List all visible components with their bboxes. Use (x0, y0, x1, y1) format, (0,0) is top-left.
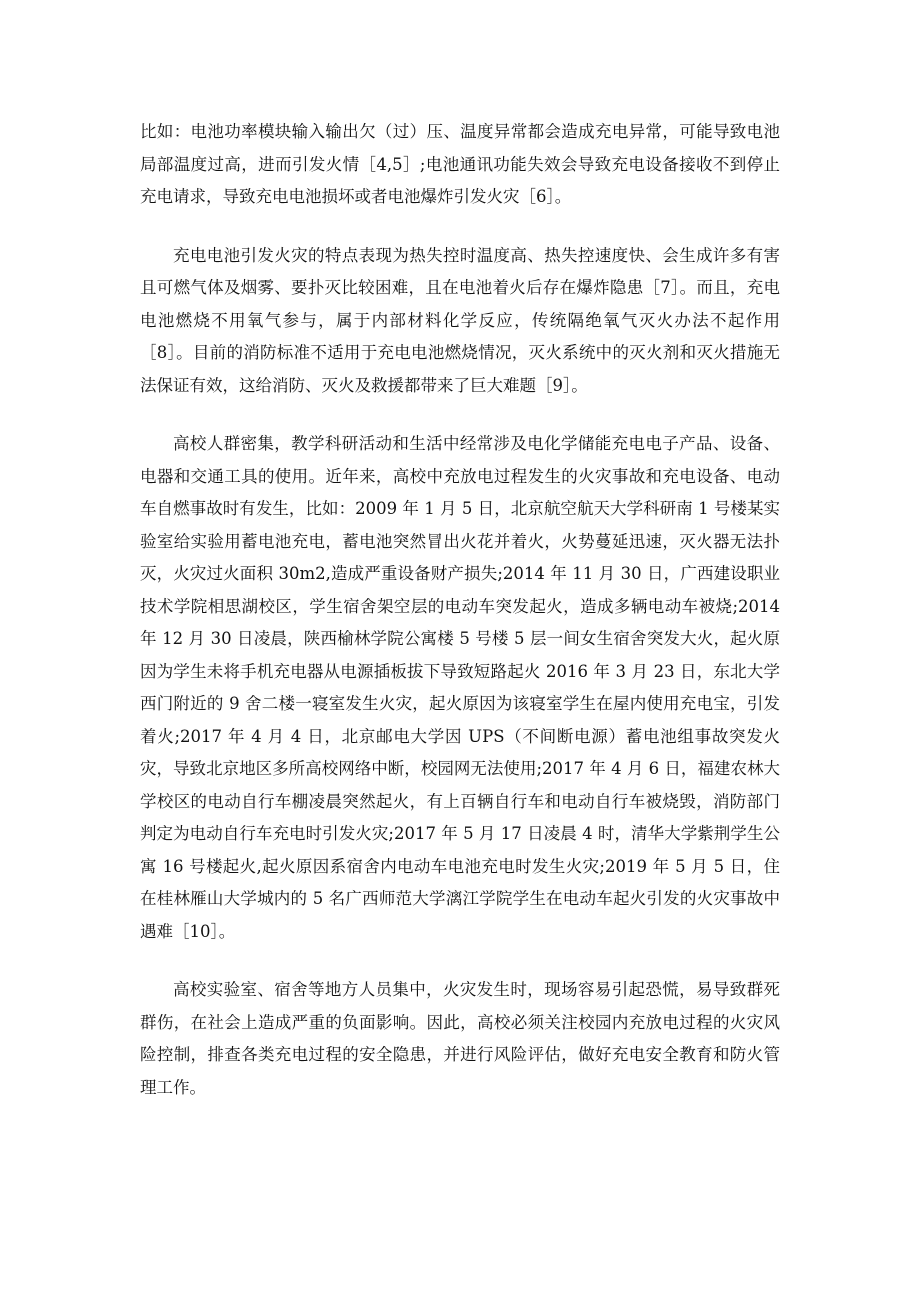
paragraph-4: 高校实验室、宿舍等地方人员集中，火灾发生时，现场容易引起恐慌，易导致群死群伤，在社会上造成严重的负面影响。因此，高校必须关注校园内充放电过程的火灾风险控制，排查各类充电过程的安全隐患，并进行风险评估，做好充电安全教育和防火管理工作。 (140, 980, 780, 1097)
paragraph-3: 高校人群密集，教学科研活动和生活中经常涉及电化学储能充电电子产品、设备、电器和交通工具的使用。近年来，高校中充放电过程发生的火灾事故和充电设备、电动车自燃事故时有发生，比如：2009 年 1 月 5 日，北京航空航天大学科研南 1 号楼某实验室给实验用蓄电池充电，蓄电池突然冒出火花并着火，火势蔓延迅速，灭火器无法扑灭，火灾过火面积 30m2,造成严重设备财产损失;2014 年 11 月 30 日，广西建设职业技术学院相思湖校区，学生宿舍架空层的电动车突发起火，造成多辆电动车被烧;2014 年 12 月 30 日凌晨，陕西榆林学院公寓楼 5 号楼 5 层一间女生宿舍突发大火，起火原因为学生未将手机充电器从电源插板拔下导致短路起火 2016 年 3 月 23 日，东北大学西门附近的 9 舍二楼一寝室发生火灾，起火原因为该寝室学生在屋内使用充电宝，引发着火;2017 年 4 月 4 日，北京邮电大学因 UPS（不间断电源）蓄电池组事故突发火灾，导致北京地区多所高校网络中断，校园网无法使用;2017 年 4 月 6 日，福建农林大学校区的电动自行车棚凌晨突然起火，有上百辆自行车和电动自行车被烧毁，消防部门判定为电动自行车充电时引发火灾;2017 年 5 月 17 日凌晨 4 时，清华大学紫荆学生公寓 16 号楼起火,起火原因系宿舍内电动车电池充电时发生火灾;2019 年 5 月 5 日，住在桂林雁山大学城内的 5 名广西师范大学漓江学院学生在电动车起火引发的火灾事故中遇难［10］。 (140, 434, 780, 941)
paragraph-1: 比如：电池功率模块输入输出欠（过）压、温度异常都会造成充电异常，可能导致电池局部温度过高，进而引发火情［4,5］;电池通讯功能失效会导致充电设备接收不到停止充电请求，导致充电电池损坏或者电池爆炸引发火灾［6］。 (140, 122, 780, 206)
document-body (140, 116, 780, 1130)
paragraph-2: 充电电池引发火灾的特点表现为热失控时温度高、热失控速度快、会生成许多有害且可燃气体及烟雾、要扑灭比较困难，且在电池着火后存在爆炸隐患［7］。而且，充电电池燃烧不用氧气参与，属于内部材料化学反应，传统隔绝氧气灭火办法不起作用［8］。目前的消防标准不适用于充电电池燃烧情况，灭火系统中的灭火剂和灭火措施无法保证有效，这给消防、灭火及救援都带来了巨大难题［9］。 (140, 245, 780, 395)
